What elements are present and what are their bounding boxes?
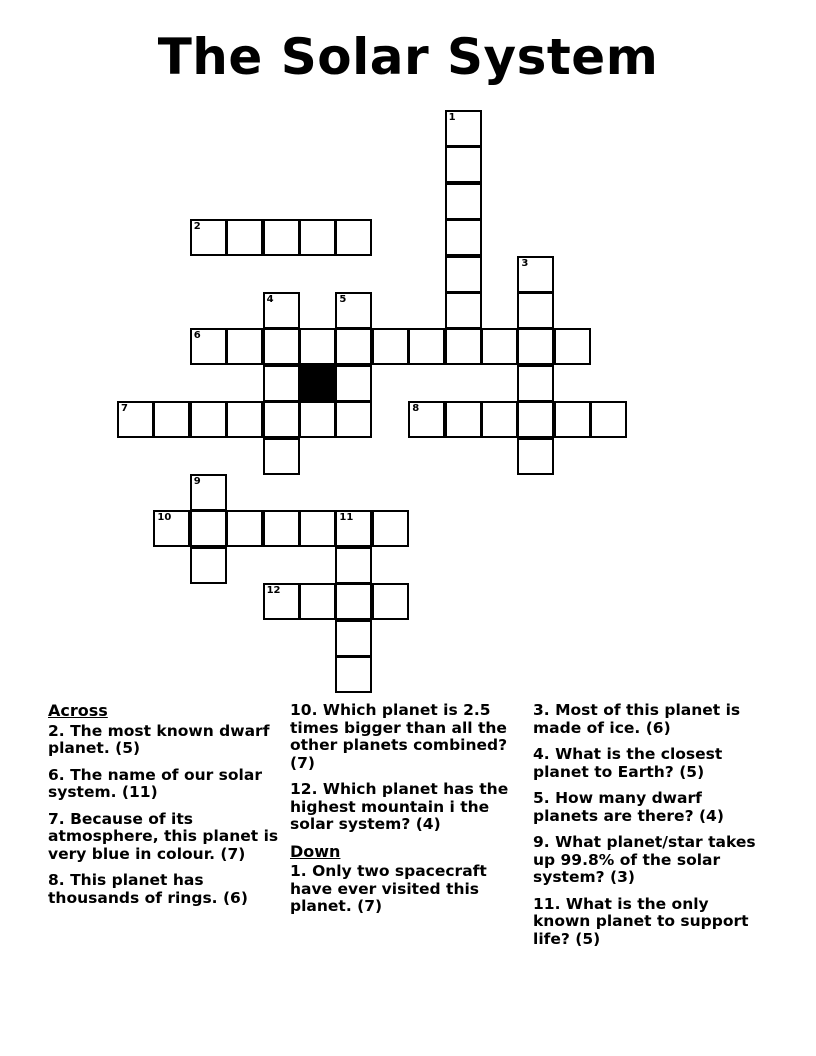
crossword-cell[interactable] [445,219,482,256]
crossword-cell[interactable] [226,510,263,547]
crossword-cell[interactable] [117,401,154,438]
clue-across-10 [290,702,522,772]
crossword-cell[interactable] [408,401,445,438]
crossword-cell[interactable] [408,328,445,365]
clue-number: 6. [48,765,65,784]
crossword-cell[interactable] [335,401,372,438]
clue-number: 5. [533,789,550,807]
clue-text: What is the only known planet to support life? (5) [533,894,749,948]
crossword-cell[interactable] [554,328,591,365]
crossword-cell[interactable] [517,401,554,438]
clue-text: Which planet has the highest mountain i the solar system? (4) [290,780,509,833]
clue-number: 4. [533,745,550,763]
clues-column-1 [48,702,284,916]
crossword-cell[interactable] [263,219,300,256]
clue-number: 11. [533,894,561,913]
crossword-cell[interactable] [335,583,372,620]
crossword-cell[interactable] [554,401,591,438]
crossword-cell[interactable] [445,256,482,293]
cell-number: 4 [266,294,274,305]
crossword-cell[interactable] [226,219,263,256]
crossword-cell[interactable] [263,438,300,475]
crossword-cell[interactable] [299,401,336,438]
clue-text: What planet/star takes up 99.8% of the solar system? (3) [533,833,756,886]
crossword-cell[interactable] [226,401,263,438]
clue-number: 12. [290,780,318,798]
clue-across-12 [290,781,522,834]
crossword-cell[interactable] [335,547,372,584]
crossword-cell[interactable] [517,256,554,293]
crossword-cell[interactable] [190,547,227,584]
page-title: The Solar System [157,28,659,86]
crossword-cell[interactable] [445,328,482,365]
crossword-cell[interactable] [153,401,190,438]
crossword-cell[interactable] [190,219,227,256]
down-heading: Down [290,841,341,861]
crossword-cell[interactable] [335,328,372,365]
cell-number: 2 [193,221,201,233]
clues-column-2 [290,702,522,925]
cell-number: 10 [157,512,172,524]
crossword-cell[interactable] [335,656,372,693]
crossword-cell[interactable] [190,401,227,438]
clue-down-11 [533,896,765,949]
crossword-cell[interactable] [226,328,263,365]
cell-number: 7 [121,403,128,415]
crossword-cell[interactable] [445,292,482,329]
cell-number: 12 [266,585,281,597]
crossword-cell[interactable] [445,146,482,183]
crossword-cell[interactable] [372,328,409,365]
crossword-cell[interactable] [263,292,300,329]
crossword-cell[interactable] [335,365,372,402]
crossword-cell[interactable] [190,328,227,365]
clue-down-9 [533,834,765,887]
crossword-cell[interactable] [263,510,300,547]
crossword-cell[interactable] [263,583,300,620]
crossword-cell[interactable] [517,365,554,402]
clue-across-6 [48,767,284,802]
crossword-cell[interactable] [190,510,227,547]
clue-text: Most of this planet is made of ice. (6) [533,701,741,737]
crossword-cell[interactable] [335,620,372,657]
cell-number: 8 [412,403,420,415]
crossword-cell[interactable] [335,510,372,547]
clue-text: How many dwarf planets are there? (4) [533,789,724,825]
crossword-cell[interactable] [299,219,336,256]
clue-text: Which planet is 2.5 times bigger than all the other planets combined? (7) [290,701,508,772]
clue-down-3 [533,702,765,737]
clue-number: 1. [290,862,307,880]
cell-number: 11 [339,512,354,524]
crossword-cell[interactable] [299,510,336,547]
crossword-cell[interactable] [445,401,482,438]
crossword-cell[interactable] [299,583,336,620]
crossword-cell[interactable] [263,328,300,365]
cell-number: 1 [448,112,456,123]
crossword-cell[interactable] [299,328,336,365]
clue-text: This planet has thousands of rings. (6) [48,871,248,907]
crossword-cell[interactable] [445,110,482,147]
across-heading: Across [48,701,108,720]
crossword-cell[interactable] [372,510,409,547]
cell-number: 9 [193,476,201,487]
clue-number: 8. [48,871,65,889]
cell-number: 3 [521,257,529,269]
clue-text: The name of our solar system. (11) [48,765,262,801]
clue-across-8 [48,872,284,907]
cell-number: 6 [193,330,201,342]
clue-text: What is the closest planet to Earth? (5) [533,745,723,781]
crossword-cell[interactable] [517,438,554,475]
crossword-cell[interactable] [481,328,518,365]
crossword-cell[interactable] [263,401,300,438]
clue-number: 10. [290,701,318,719]
clue-text: The most known dwarf planet. (5) [48,721,270,757]
clue-across-7 [48,811,284,864]
crossword-cell[interactable] [190,474,227,511]
clue-number: 3. [533,701,550,719]
crossword-cell[interactable] [517,292,554,329]
crossword-cell[interactable] [590,401,627,438]
crossword-cell[interactable] [335,292,372,329]
clue-across-2 [48,723,284,758]
clue-text: Because of its atmosphere, this planet is very blue in colour. (7) [48,809,279,863]
crossword-cell[interactable] [517,328,554,365]
clue-number: 9. [533,833,550,851]
crossword-cell[interactable] [335,219,372,256]
crossword-block-cell [299,365,336,402]
cell-number: 5 [339,294,347,305]
clue-down-4 [533,746,765,781]
crossword-cell[interactable] [372,583,409,620]
crossword-cell[interactable] [445,183,482,220]
clue-down-1 [290,863,522,916]
crossword-cell[interactable] [481,401,518,438]
clue-down-5 [533,790,765,825]
crossword-cell[interactable] [153,510,190,547]
clue-number: 7. [48,809,65,828]
clues-column-3 [533,702,765,957]
clue-text: Only two spacecraft have ever visited this planet. (7) [290,862,487,915]
crossword-cell[interactable] [263,365,300,402]
clue-number: 2. [48,721,65,740]
